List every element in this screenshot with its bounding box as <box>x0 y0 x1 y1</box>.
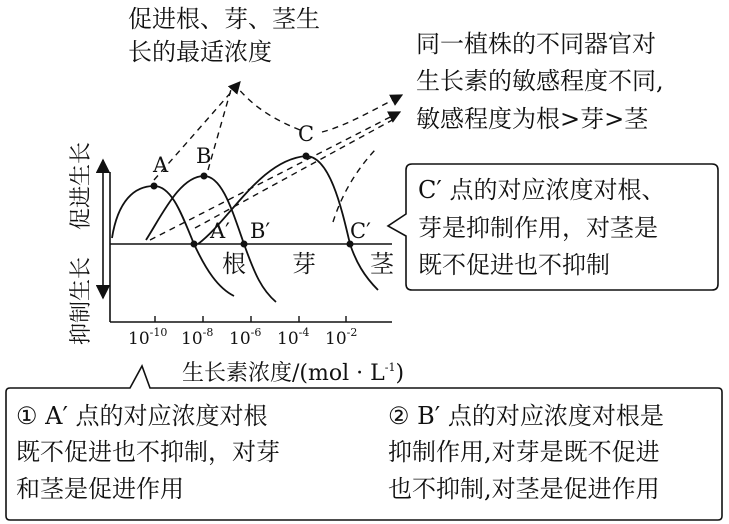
tick-labels <box>128 326 357 349</box>
sensitivity-label-line-2: 生长素的敏感程度不同, <box>416 67 664 95</box>
callout-c-line-3: 既不促进也不抑制 <box>418 251 610 279</box>
note-2-line-1: ② B′ 点的对应浓度对根是 <box>388 402 664 430</box>
note-2-line-2: 抑制作用,对芽是既不促进 <box>388 438 660 466</box>
connector-c-to-sensitivity <box>322 95 402 132</box>
note-2-line-3: 也不抑制,对茎是促进作用 <box>388 475 660 503</box>
point-a-prime-dot <box>191 241 198 248</box>
tick-label-1: $10^{-10}$ <box>128 326 168 349</box>
connector-b-to-optimal <box>208 86 232 170</box>
optimal-label-line-2: 长的最适浓度 <box>128 38 272 66</box>
x-axis-title: 生长素浓度$/(mol \cdot L^{-1})$ <box>182 361 405 386</box>
connector-zero-points-2 <box>195 118 396 228</box>
point-c-label: C <box>298 122 315 146</box>
tick-marks <box>155 316 346 322</box>
point-c-prime-label: C′ <box>350 219 371 243</box>
organ-stem-label: 茎 <box>370 250 394 278</box>
point-b-prime-label: B′ <box>250 219 271 243</box>
tick-label-4: $10^{-4}$ <box>277 326 310 349</box>
callout-c-line-2: 芽是抑制作用，对茎是 <box>418 214 658 242</box>
point-a-dot <box>151 183 158 190</box>
tick-label-3: $10^{-6}$ <box>229 326 262 349</box>
point-c-dot <box>303 153 310 160</box>
y-label-inhibit: 抑制生长 <box>69 256 94 345</box>
note-1-line-2: 既不促进也不抑制，对芽 <box>16 438 280 466</box>
point-b-label: B <box>196 144 212 168</box>
sensitivity-label-line-1: 同一植株的不同器官对 <box>416 30 656 58</box>
organ-root-label: 根 <box>222 250 246 278</box>
y-label-promote: 促进生长 <box>69 141 94 230</box>
connector-stem-curve <box>333 150 375 222</box>
connector-c-to-optimal <box>236 86 300 130</box>
optimal-label-line-1: 促进根、芽、茎生 <box>128 5 320 33</box>
tick-label-5: $10^{-2}$ <box>325 326 358 349</box>
point-a-label: A <box>153 153 169 177</box>
point-a-prime-label: A′ <box>210 219 230 243</box>
organ-bud-label: 芽 <box>292 250 316 278</box>
note-1-line-3: 和茎是促进作用 <box>16 475 184 503</box>
note-1-line-1: ① A′ 点的对应浓度对根 <box>16 402 268 430</box>
sensitivity-label-line-3: 敏感程度为根>芽>茎 <box>416 105 649 133</box>
point-b-prime-dot <box>241 241 248 248</box>
tick-label-2: $10^{-8}$ <box>181 326 214 349</box>
callout-c-line-1: C′ 点的对应浓度对根、 <box>418 176 666 204</box>
point-b-dot <box>201 173 208 180</box>
